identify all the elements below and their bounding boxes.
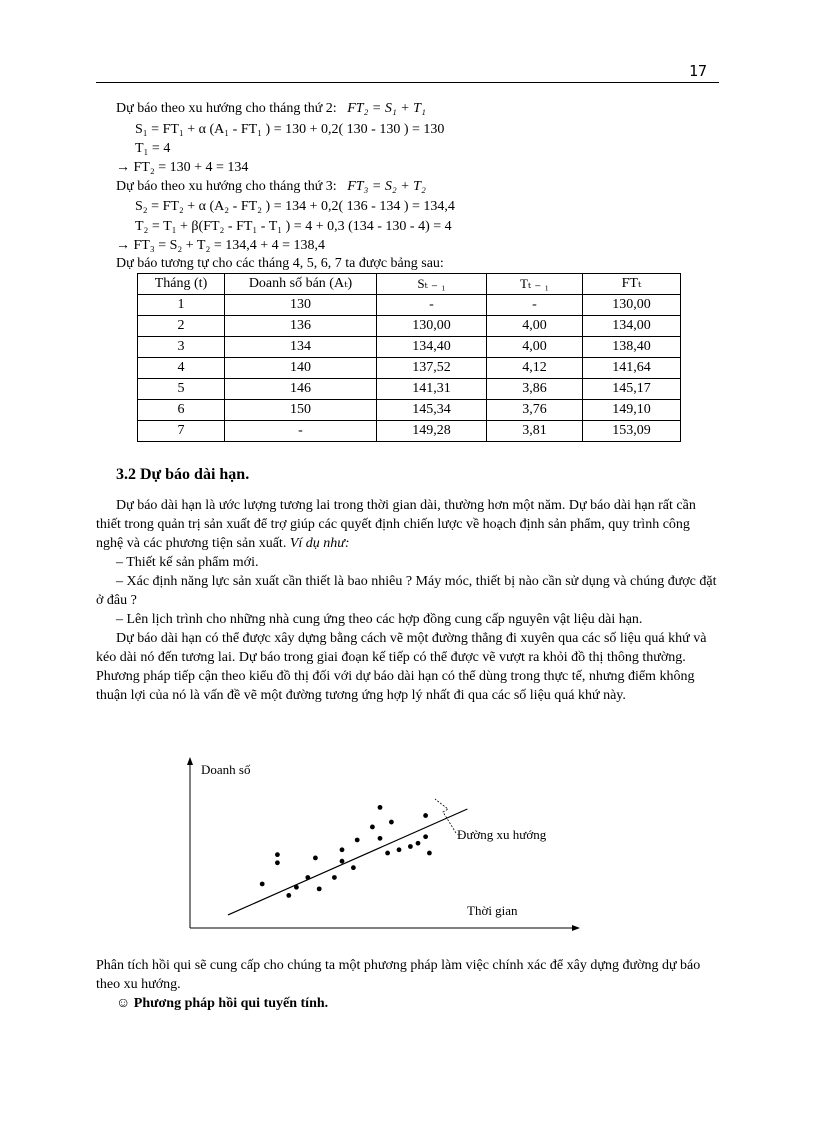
cell: 4: [138, 358, 225, 379]
formula-ft3: FT₃ = S₂ + T₂: [347, 179, 426, 194]
cell: 3,76: [487, 400, 583, 421]
cell: 146: [225, 379, 377, 400]
data-point: [378, 805, 383, 810]
bullet-item: – Thiết kế sản phẩm mới.: [116, 555, 259, 570]
paragraph-method: Dự báo dài hạn có thể được xây dựng bằng cách vẽ một đường thẳng đi xuyên qua các số liệu quá khứ và kéo dài nó đến tương lai. Dự báo trong giai đoạn kế tiếp có thể được vẽ vượt ra khỏi đồ thị thông thường. Phương pháp tiếp cận theo kiểu đồ thị đối với dự báo dài hạn có thể dùng trong thực tế, nhưng điểm không thuận lợi của nó là vấn đề vẽ một đường tương ứng hợp lý nhất đi qua các số liệu quá khứ này.: [96, 631, 707, 703]
cell: 130,00: [583, 295, 681, 316]
table-row: [138, 421, 681, 442]
cell: 7: [138, 421, 225, 442]
table-header-row: [138, 274, 681, 295]
cell: -: [225, 421, 377, 442]
table-row: [138, 400, 681, 421]
cell: 6: [138, 400, 225, 421]
cell: 5: [138, 379, 225, 400]
cell: 134: [225, 337, 377, 358]
table-row: [138, 316, 681, 337]
trend-annotation: Đường xu hướng: [457, 827, 547, 842]
cell: 130: [225, 295, 377, 316]
formula-s1: S₁ = FT₁ + α (A₁ - FT₁ ) = 130 + 0,2( 130 - 130 ) = 130: [135, 122, 445, 137]
data-point: [340, 859, 345, 864]
col-t: Tₜ ₋ ₁: [487, 274, 583, 295]
col-s: Sₜ ₋ ₁: [377, 274, 487, 295]
cell: 141,64: [583, 358, 681, 379]
data-point: [305, 875, 310, 880]
data-point: [275, 860, 280, 865]
header-rule: [96, 82, 719, 83]
forecast-month3-line: Dự báo theo xu hướng cho tháng thứ 3: FT₃ = S₂ + T₂: [116, 179, 426, 194]
data-point: [427, 851, 432, 856]
y-axis-arrow: [187, 757, 193, 765]
cell: 4,00: [487, 337, 583, 358]
page-number: 17: [689, 62, 708, 80]
data-point: [378, 836, 383, 841]
table-row: [138, 379, 681, 400]
cell: 4,12: [487, 358, 583, 379]
x-axis-label: Thời gian: [467, 903, 518, 918]
data-point: [317, 886, 322, 891]
bullet-item: – Xác định năng lực sản xuất cần thiết là bao nhiêu ? Máy móc, thiết bị nào cần sử dụng và chúng được đặt ở đâu ?: [96, 574, 717, 608]
data-point: [260, 882, 265, 887]
cell: 141,31: [377, 379, 487, 400]
formula-t1: T₁ = 4: [135, 141, 171, 156]
data-point: [332, 875, 337, 880]
data-point: [408, 844, 413, 849]
trend-line: [228, 809, 467, 915]
cell: 2: [138, 316, 225, 337]
cell: 136: [225, 316, 377, 337]
x-axis-arrow: [572, 925, 580, 931]
smiley-icon: ☺: [116, 996, 131, 1011]
cell: 4,00: [487, 316, 583, 337]
cell: 134,40: [377, 337, 487, 358]
data-point: [313, 856, 318, 861]
cell: 1: [138, 295, 225, 316]
data-point: [385, 851, 390, 856]
table-row: [138, 358, 681, 379]
data-point: [423, 813, 428, 818]
cell: 140: [225, 358, 377, 379]
data-point: [286, 893, 291, 898]
col-ft: FTₜ: [583, 274, 681, 295]
cell: 134,00: [583, 316, 681, 337]
table-row: [138, 295, 681, 316]
formula-s2: S₂ = FT₂ + α (A₂ - FT₂ ) = 134 + 0,2( 136 - 134 ) = 134,4: [135, 199, 455, 214]
formula-ft2: FT₂ = S₁ + T₁: [347, 101, 426, 116]
cell: 3: [138, 337, 225, 358]
bottom-section: [96, 956, 720, 1013]
col-month: Tháng (t): [138, 274, 225, 295]
trend-scatter-chart: [180, 755, 580, 935]
forecast-table: [137, 273, 681, 442]
section-body: [96, 496, 720, 705]
cell: 149,28: [377, 421, 487, 442]
data-point: [275, 852, 280, 857]
cell: 149,10: [583, 400, 681, 421]
cell: 150: [225, 400, 377, 421]
table-intro: Dự báo tương tự cho các tháng 4, 5, 6, 7 ta được bảng sau:: [116, 256, 444, 271]
data-point: [294, 885, 299, 890]
forecast-month2-line: Dự báo theo xu hướng cho tháng thứ 2: FT₂ = S₁ + T₁: [116, 101, 426, 116]
cell: 3,81: [487, 421, 583, 442]
cell: 145,17: [583, 379, 681, 400]
cell: 145,34: [377, 400, 487, 421]
data-point: [397, 847, 402, 852]
table-row: [138, 337, 681, 358]
data-point: [355, 838, 360, 843]
data-point: [351, 865, 356, 870]
cell: 153,09: [583, 421, 681, 442]
y-axis-label: Doanh số: [201, 762, 251, 777]
bullet-item: – Lên lịch trình cho những nhà cung ứng theo các hợp đồng cung cấp nguyên vật liệu dài hạn.: [116, 612, 643, 627]
data-point: [340, 847, 345, 852]
regression-heading: ☺ Phương pháp hồi qui tuyến tính.: [116, 996, 329, 1011]
result-ft2: → FT₂ = 130 + 4 = 134: [116, 160, 249, 175]
col-sales: Doanh số bán (Aₜ): [225, 274, 377, 295]
cell: -: [377, 295, 487, 316]
data-point: [370, 825, 375, 830]
cell: 3,86: [487, 379, 583, 400]
cell: 130,00: [377, 316, 487, 337]
data-point: [423, 834, 428, 839]
section-heading: 3.2 Dự báo dài hạn.: [116, 466, 250, 483]
cell: -: [487, 295, 583, 316]
data-point: [389, 820, 394, 825]
regression-intro: Phân tích hồi qui sẽ cung cấp cho chúng ta một phương pháp làm việc chính xác để xây dựng đường dự báo theo xu hướng.: [96, 958, 701, 992]
paragraph-intro: Dự báo dài hạn là ước lượng tương lai trong thời gian dài, thường hơn một năm. Dự báo dài hạn rất cần thiết trong quản trị sản xuất để trợ giúp các quyết định chiến lược về hoạch định sản phẩm, quy trình công nghệ và các phương tiện sản xuất. Ví dụ như:: [96, 498, 696, 551]
cell: 137,52: [377, 358, 487, 379]
cell: 138,40: [583, 337, 681, 358]
data-point: [416, 841, 421, 846]
result-ft3: → FT₃ = S₂ + T₂ = 134,4 + 4 = 138,4: [116, 238, 326, 253]
formula-t2: T₂ = T₁ + β(FT₂ - FT₁ - T₁ ) = 4 + 0,3 (134 - 130 - 4) = 4: [135, 219, 452, 234]
